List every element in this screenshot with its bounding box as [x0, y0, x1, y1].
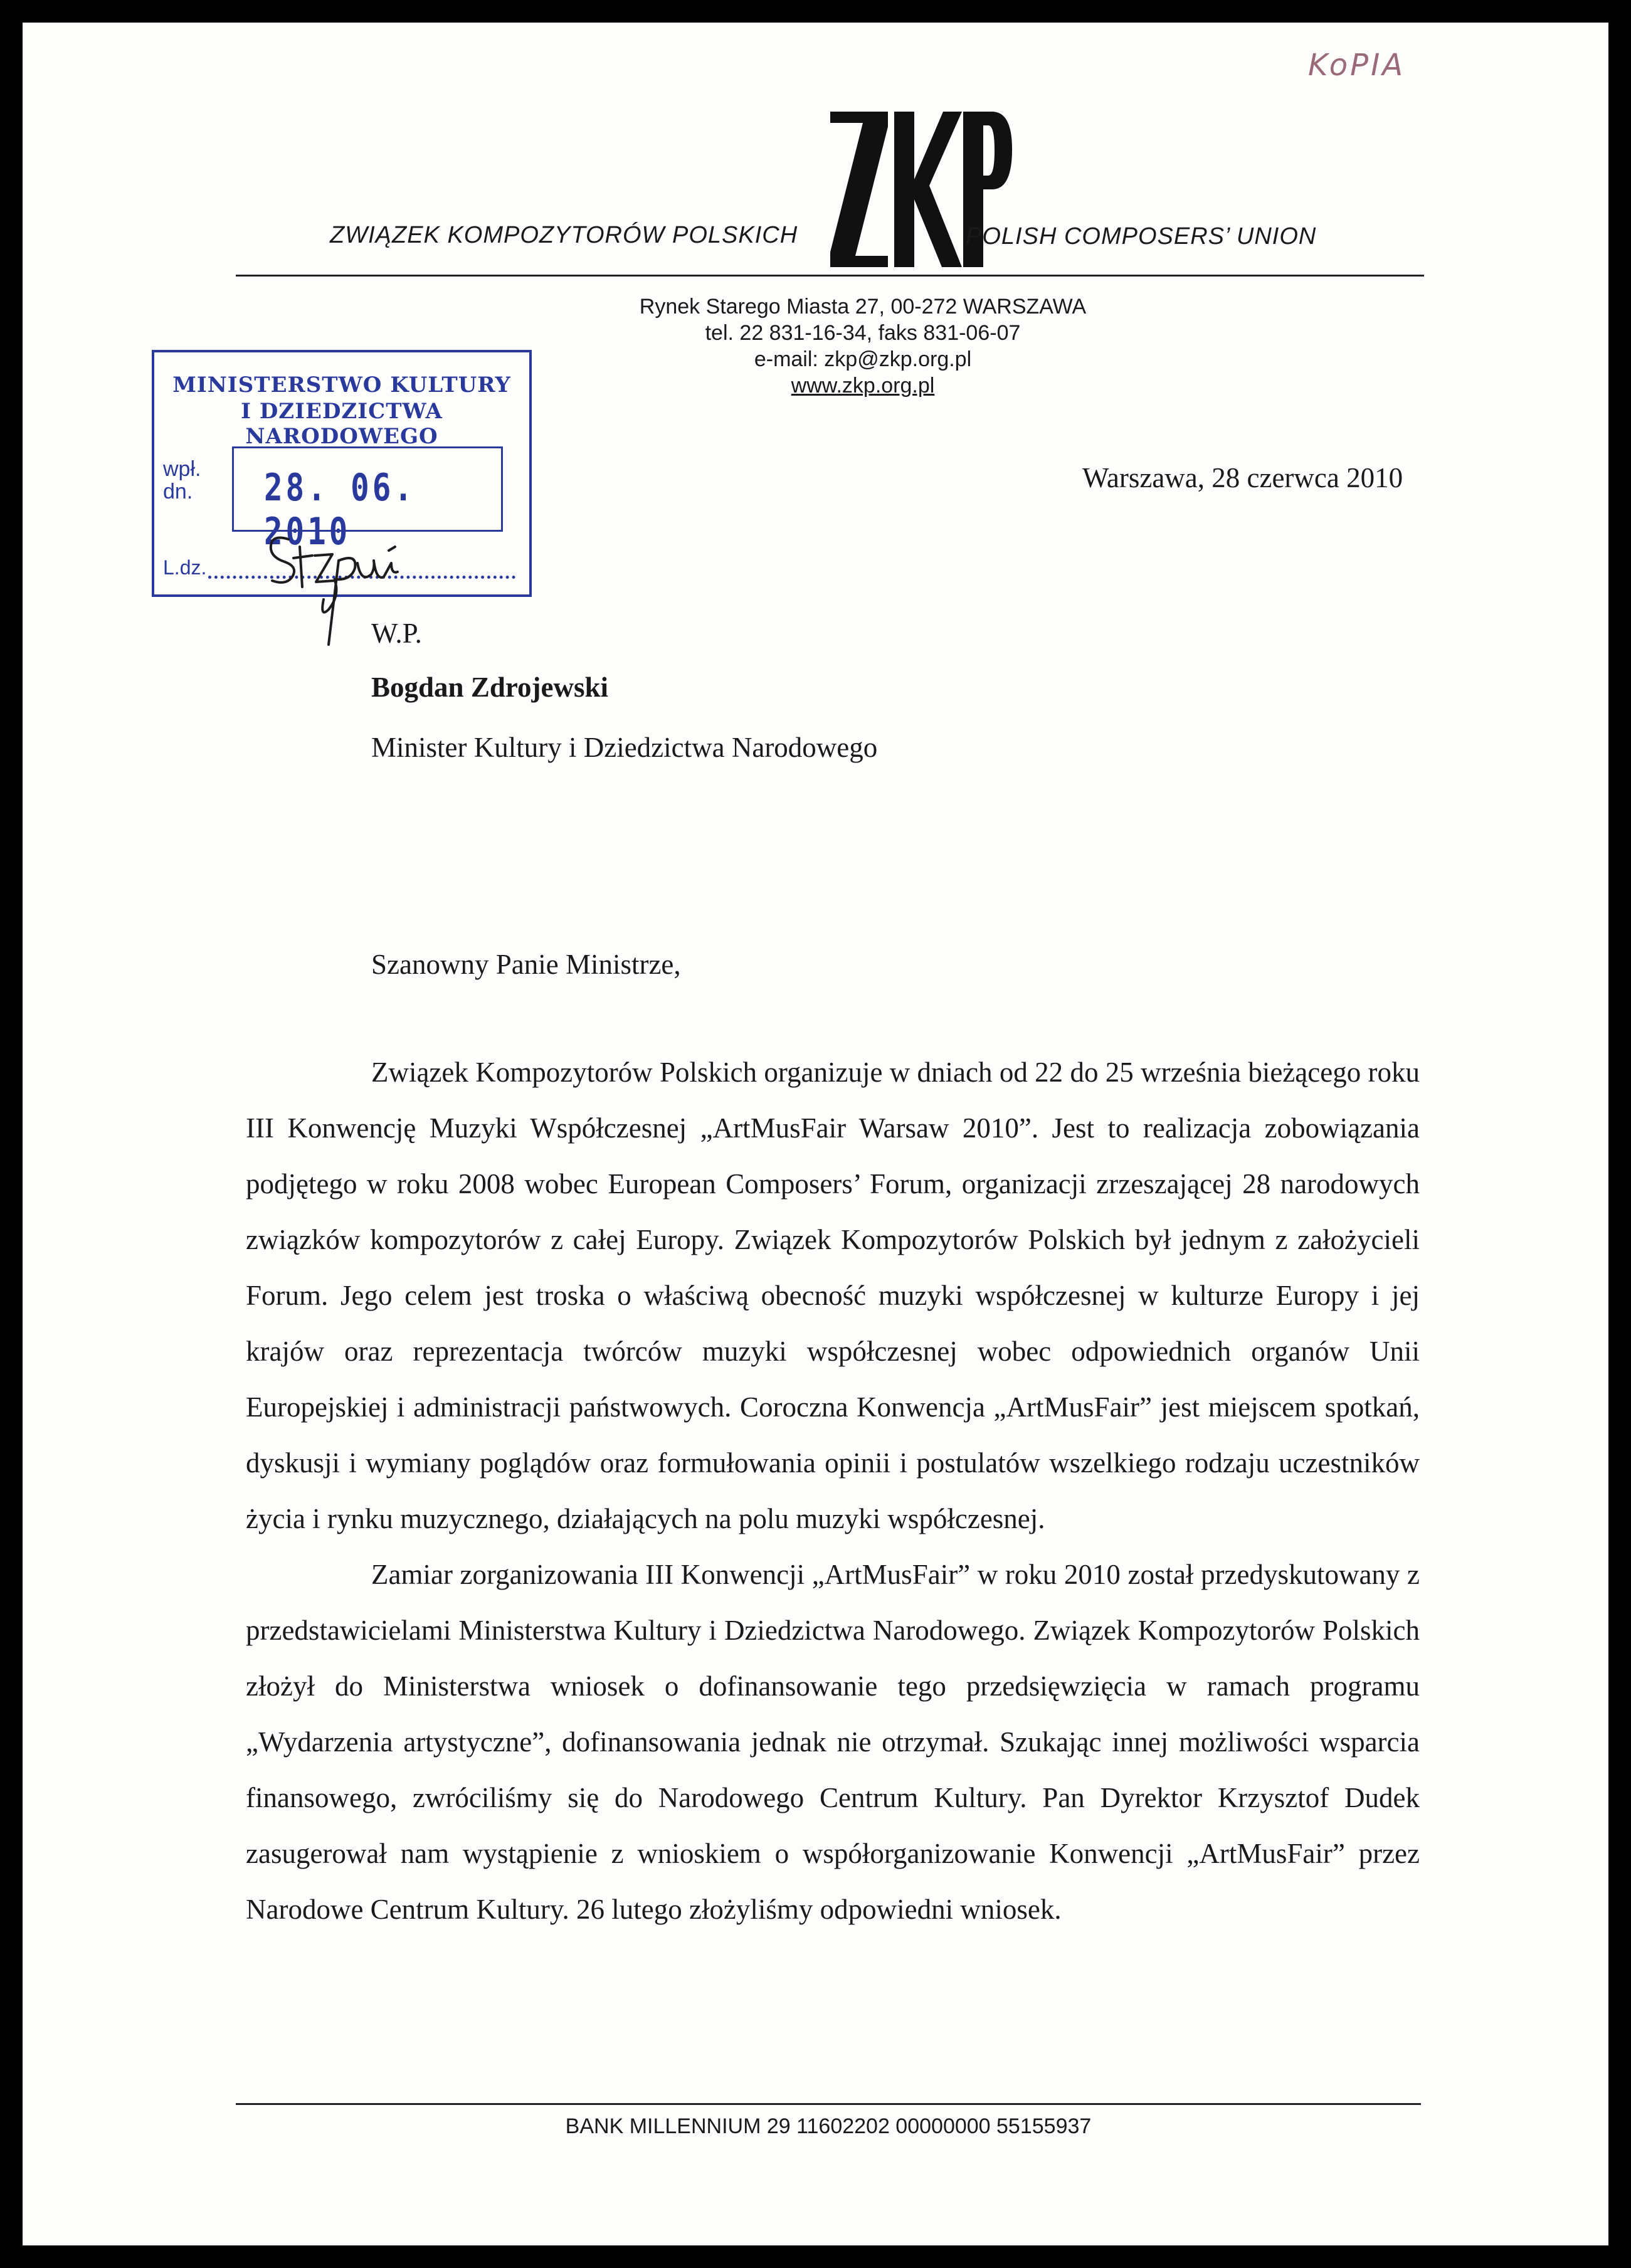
- stamp-wpl-label: wpł.: [163, 457, 201, 481]
- org-name-polish: ZWIĄZEK KOMPOZYTORÓW POLSKICH: [330, 222, 798, 248]
- letter-body: [246, 1045, 1420, 1938]
- stamp-ldz-label: L.dz.: [163, 556, 207, 579]
- website-link[interactable]: www.zkp.org.pl: [791, 374, 935, 398]
- phone-line: tel. 22 831-16-34, faks 831-06-07: [705, 321, 1021, 345]
- address-line: Rynek Starego Miasta 27, 00-272 WARSZAWA: [639, 295, 1087, 319]
- body-paragraph: Zamiar zorganizowania III Konwencji „ArtMusFair” w roku 2010 został przedyskutowany z przedstawicielami Ministerstwa Kultury i Dziedzictwa Narodowego. Związek Kompozytorów Polskich złożył do Ministerstwa wniosek o dofinansowanie tego przedsięwzięcia w ramach programu „Wydarzenia artystyczne”, dofinansowania jednak nie otrzymał. Szukając innej możliwości wsparcia finansowego, zwróciliśmy się do Narodowego Centrum Kultury. Pan Dyrektor Krzysztof Dudek zasugerował nam wystąpienie z wnioskiem o współorganizowanie Konwencji „ArtMusFair” przez Narodowe Centrum Kultury. 26 lutego złożyliśmy odpowiedni wniosek.: [246, 1559, 1420, 1925]
- org-name-english: POLISH COMPOSERS’ UNION: [966, 223, 1317, 250]
- stamp-dn-label: dn.: [163, 480, 193, 504]
- recipient-name: Bogdan Zdrojewski: [371, 672, 609, 703]
- email-line: e-mail: zkp@zkp.org.pl: [754, 347, 972, 371]
- body-paragraph: Związek Kompozytorów Polskich organizuje w dniach od 22 do 25 września bieżącego roku III Konwencję Muzyki Współczesnej „ArtMusFair Warsaw 2010”. Jest to realizacja zobowiązania podjętego w roku 2008 wobec European Composers’ Forum, organizacji zrzeszającej 28 narodowych związków kompozytorów z całej Europy. Związek Kompozytorów Polskich był jednym z założycieli Forum. Jego celem jest troska o właściwą obecność muzyki współczesnej w kulturze Europy i jej krajów oraz reprezentacja twórców muzyki współczesnej wobec odpowiednich organów Unii Europejskiej i administracji państwowych. Coroczna Konwencja „ArtMusFair” jest miejscem spotkań, dyskusji i wymiany poglądów oraz formułowania opinii i postulatów wszelkiego rodzaju uczestników życia i rynku muzycznego, działających na polu muzyki współczesnej.: [246, 1057, 1420, 1534]
- letterhead-contact-block: [424, 293, 1302, 399]
- bank-account-footer: BANK MILLENNIUM 29 11602202 00000000 55155937: [565, 2114, 1092, 2138]
- letter-page: [23, 23, 1608, 2245]
- recipient-title: Minister Kultury i Dziedzictwa Narodowego: [371, 732, 878, 763]
- stamp-date: 28. 06. 2010: [264, 466, 416, 554]
- footer-divider: [236, 2103, 1421, 2105]
- stamp-received-label: [163, 458, 201, 503]
- recipient-prefix: W.P.: [371, 618, 422, 649]
- stamp-ministry-line2: I DZIEDZICTWA NARODOWEGO: [241, 399, 443, 449]
- salutation: Szanowny Panie Ministrze,: [371, 949, 681, 980]
- stamp-date-box: [232, 446, 503, 554]
- letter-date: Warszawa, 28 czerwca 2010: [1082, 462, 1403, 493]
- header-divider: [236, 275, 1424, 277]
- handwritten-kopia-note: KoPIA: [1308, 48, 1406, 83]
- stamp-ministry-line1: MINISTERSTWO KULTURY: [172, 372, 511, 398]
